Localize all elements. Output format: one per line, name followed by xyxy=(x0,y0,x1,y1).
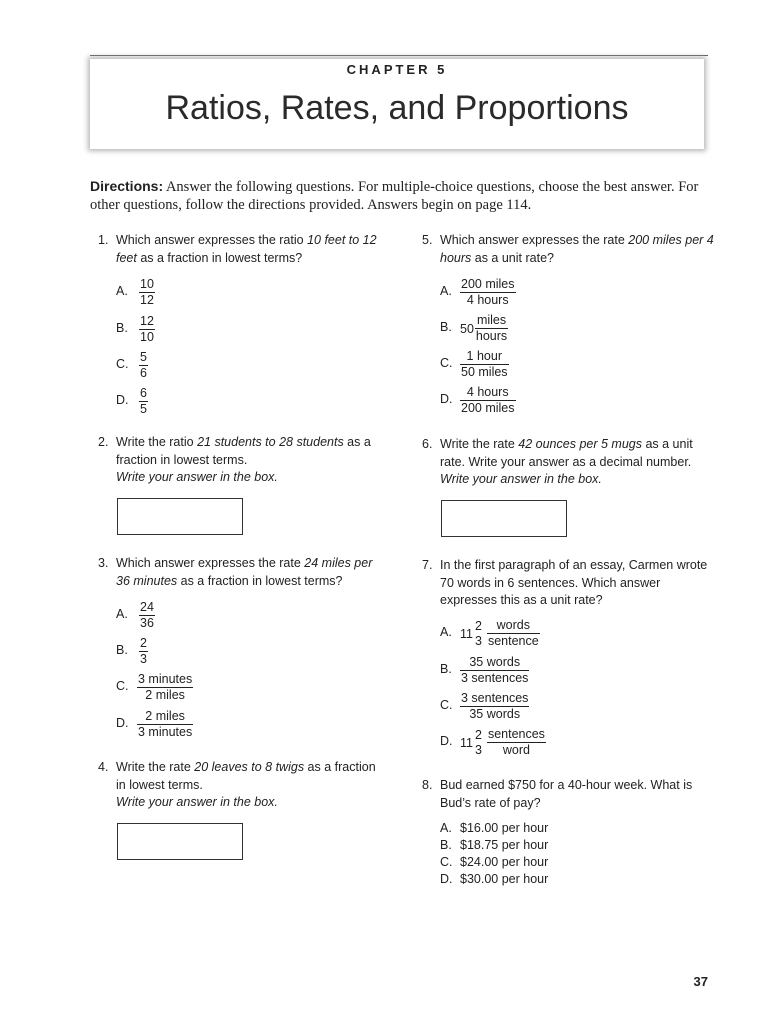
question-text: In the first paragraph of an essay, Carmen wrote 70 words in 6 sentences. Which answer expresses this as a unit rate? xyxy=(440,558,708,607)
question-number: 7. xyxy=(422,558,433,572)
q6-answer-box[interactable] xyxy=(441,500,567,537)
question-7 xyxy=(422,557,710,610)
question-number: 2. xyxy=(98,435,109,449)
question-6 xyxy=(422,436,705,489)
question-instruction: Write your answer in the box. xyxy=(440,472,602,486)
question-instruction: Write your answer in the box. xyxy=(116,795,278,809)
question-number: 4. xyxy=(98,760,109,774)
question-3 xyxy=(98,555,386,590)
question-1 xyxy=(98,232,386,267)
question-instruction: Write your answer in the box. xyxy=(116,470,278,484)
top-rule xyxy=(90,55,708,56)
question-text: Which answer expresses the rate 24 miles per 36 minutes as a fraction in lowest terms? xyxy=(116,556,373,588)
directions-label: Directions: xyxy=(90,178,164,194)
question-text: Write the ratio 21 students to 28 students as a fraction in lowest terms. xyxy=(116,435,371,467)
question-number: 5. xyxy=(422,233,433,247)
question-2 xyxy=(98,434,386,487)
question-number: 3. xyxy=(98,556,109,570)
q4-answer-box[interactable] xyxy=(117,823,243,860)
question-text: Write the rate 42 ounces per 5 mugs as a unit rate. Write your answer as a decimal number. xyxy=(440,437,693,469)
question-number: 8. xyxy=(422,778,433,792)
question-text: Which answer expresses the ratio 10 feet to 12 feet as a fraction in lowest terms? xyxy=(116,233,377,265)
directions-text: Answer the following questions. For multiple-choice questions, choose the best answer. For other questions, follow the directions provided. Answers begin on page 114. xyxy=(90,179,699,213)
question-8 xyxy=(422,777,710,812)
question-5 xyxy=(422,232,715,267)
chapter-title: Ratios, Rates, and Proportions xyxy=(165,89,629,127)
question-number: 1. xyxy=(98,233,109,247)
question-text: Bud earned $750 for a 40-hour week. What is Bud’s rate of pay? xyxy=(440,778,693,810)
q2-answer-box[interactable] xyxy=(117,498,243,535)
directions xyxy=(90,177,710,214)
question-4 xyxy=(98,759,386,812)
question-number: 6. xyxy=(422,437,433,451)
chapter-label: CHAPTER 5 xyxy=(346,62,448,77)
question-text: Write the rate 20 leaves to 8 twigs as a fraction in lowest terms. xyxy=(116,760,376,792)
page-number: 37 xyxy=(693,974,708,989)
chapter-header xyxy=(90,59,704,149)
question-text: Which answer expresses the rate 200 miles per 4 hours as a unit rate? xyxy=(440,233,714,265)
